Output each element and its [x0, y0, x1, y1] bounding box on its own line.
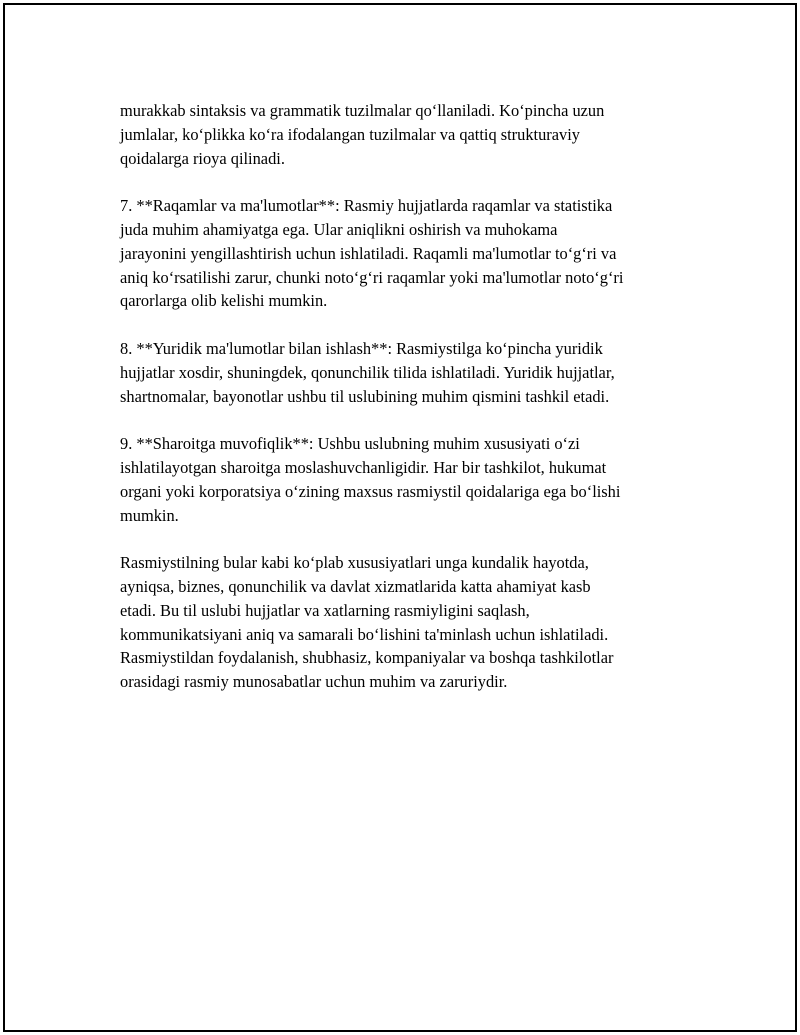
text-line: juda muhim ahamiyatga ega. Ular aniqlikni oshirish va muhokama: [120, 219, 558, 239]
text-line: jarayonini yengillashtirish uchun ishlatiladi. Raqamli ma'lumotlar to‘g‘ri va: [120, 243, 617, 263]
paragraph-item-7: [120, 194, 705, 313]
paragraph-conclusion: [120, 551, 705, 694]
document-page: [3, 3, 797, 1032]
text-line: Rasmiystildan foydalanish, shubhasiz, kompaniyalar va boshqa tashkilotlar: [120, 648, 614, 668]
text-line: mumkin.: [120, 505, 179, 525]
text-line: 7. **Raqamlar va ma'lumotlar**: Rasmiy hujjatlarda raqamlar va statistika: [120, 196, 613, 216]
text-line: organi yoki korporatsiya o‘zining maxsus rasmiystil qoidalariga ega bo‘lishi: [120, 481, 621, 501]
text-line: qoidalarga rioya qilinadi.: [120, 148, 285, 168]
text-line: shartnomalar, bayonotlar ushbu til uslubining muhim qismini tashkil etadi.: [120, 386, 610, 406]
paragraph-intro-continuation: [120, 99, 705, 170]
text-line: 9. **Sharoitga muvofiqlik**: Ushbu uslubning muhim xususiyati o‘zi: [120, 434, 580, 454]
text-line: ishlatilayotgan sharoitga moslashuvchanligidir. Har bir tashkilot, hukumat: [120, 457, 607, 477]
text-line: murakkab sintaksis va grammatik tuzilmalar qo‘llaniladi. Ko‘pincha uzun: [120, 101, 605, 120]
paragraph-item-8: [120, 337, 705, 408]
document-body: [120, 99, 705, 718]
text-line: jumlalar, ko‘plikka ko‘ra ifodalangan tuzilmalar va qattiq strukturaviy: [120, 124, 580, 144]
text-line: hujjatlar xosdir, shuningdek, qonunchilik tilida ishlatiladi. Yuridik hujjatlar,: [120, 362, 615, 382]
text-line: ayniqsa, biznes, qonunchilik va davlat xizmatlarida katta ahamiyat kasb: [120, 576, 591, 596]
paragraph-item-9: [120, 432, 705, 527]
text-line: qarorlarga olib kelishi mumkin.: [120, 291, 328, 311]
text-line: kommunikatsiyani aniq va samarali bo‘lishini ta'minlash uchun ishlatiladi.: [120, 624, 609, 644]
text-line: aniq ko‘rsatilishi zarur, chunki noto‘g‘ri raqamlar yoki ma'lumotlar noto‘g‘ri: [120, 267, 624, 287]
text-line: etadi. Bu til uslubi hujjatlar va xatlarning rasmiyligini saqlash,: [120, 600, 530, 620]
text-line: orasidagi rasmiy munosabatlar uchun muhim va zaruriydir.: [120, 672, 508, 692]
text-line: 8. **Yuridik ma'lumotlar bilan ishlash**: Rasmiystilga ko‘pincha yuridik: [120, 338, 603, 358]
text-line: Rasmiystilning bular kabi ko‘plab xususiyatlari unga kundalik hayotda,: [120, 553, 589, 573]
